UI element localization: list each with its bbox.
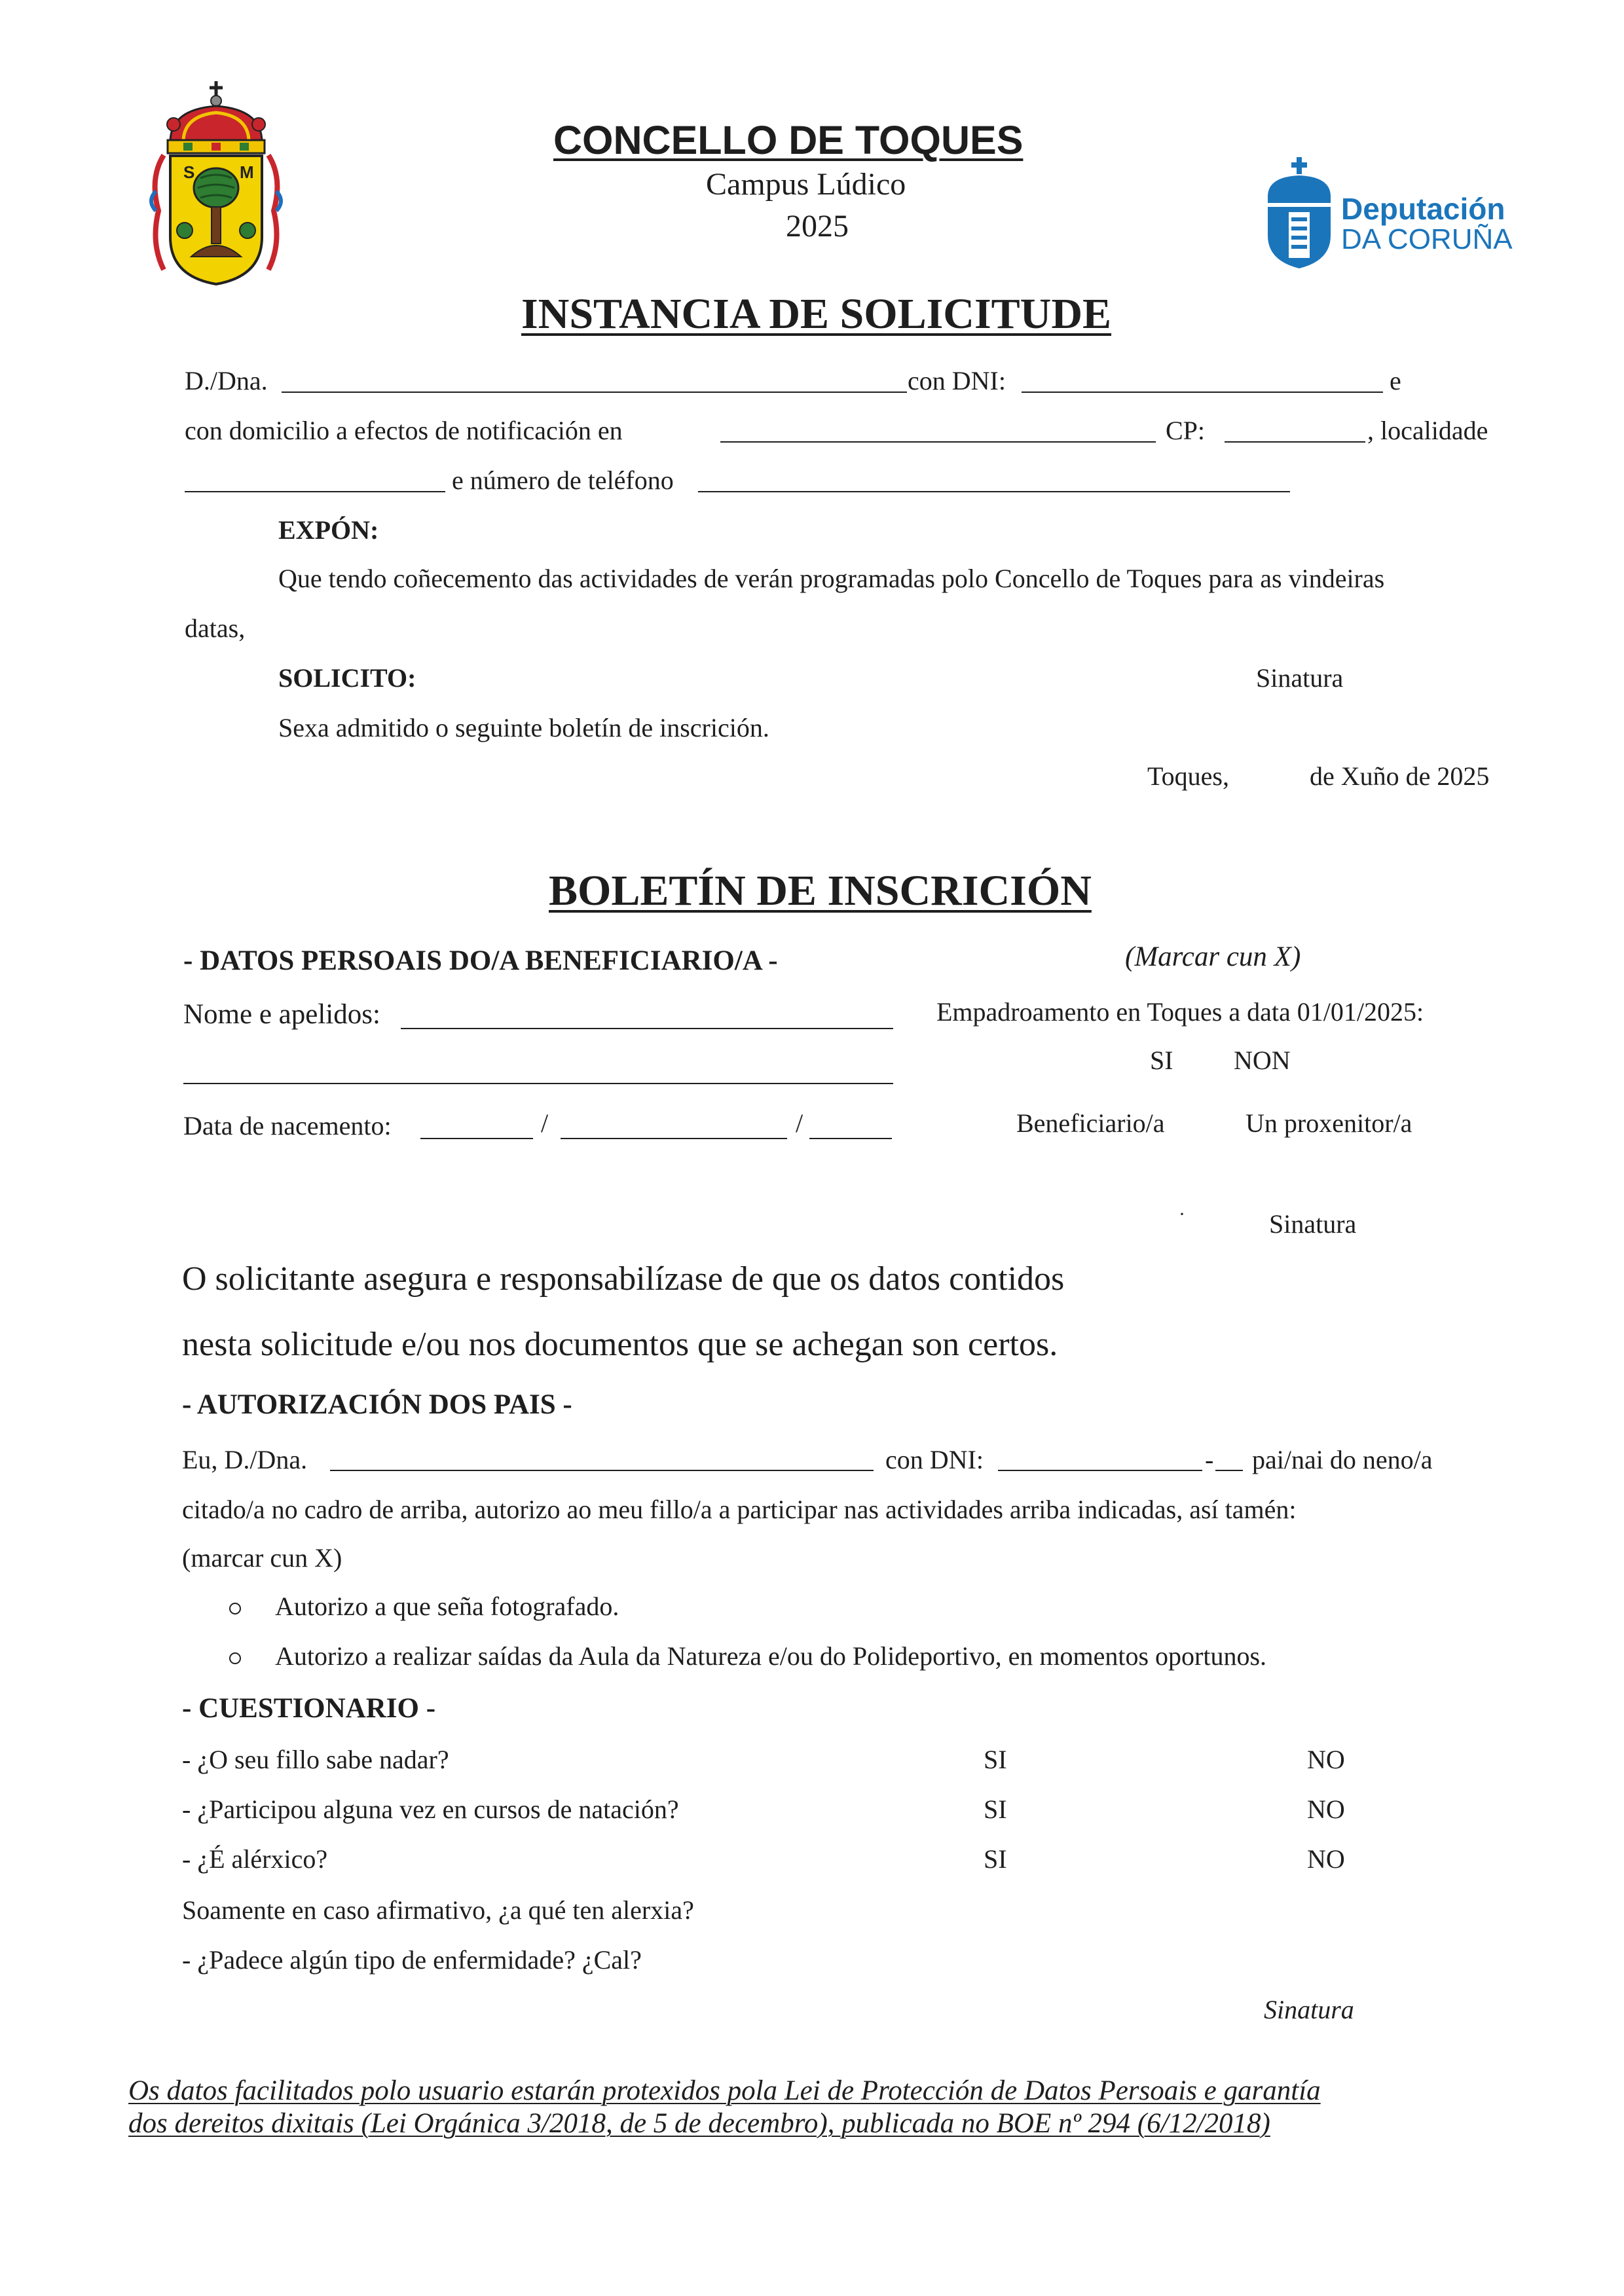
parent-option[interactable]: Un proxenitor/a bbox=[1246, 1108, 1412, 1138]
deputacion-shield-icon bbox=[1264, 157, 1335, 268]
census-no[interactable]: NON bbox=[1234, 1046, 1291, 1075]
signature-label-boletin: Sinatura bbox=[1269, 1209, 1357, 1239]
cuestionario-heading: - CUESTIONARIO - bbox=[182, 1693, 436, 1724]
question-swim-no[interactable]: NO bbox=[1307, 1745, 1345, 1774]
coat-of-arms-logo bbox=[144, 80, 288, 288]
question-courses-yes[interactable]: SI bbox=[984, 1795, 1007, 1824]
signature-label-cuestionario: Sinatura bbox=[1264, 1995, 1354, 2024]
instancia-title: INSTANCIA DE SOLICITUDE bbox=[521, 290, 1112, 338]
census-label: Empadroamento en Toques a data 01/01/2025: bbox=[936, 997, 1424, 1027]
question-swim: - ¿O seu fillo sabe nadar? bbox=[182, 1745, 449, 1774]
eu-dna-label: Eu, D./Dna. bbox=[182, 1445, 308, 1474]
question-swim-yes[interactable]: SI bbox=[984, 1745, 1007, 1774]
dni-letter-field[interactable] bbox=[1215, 1470, 1243, 1471]
photo-consent-label: Autorizo a que seña fotografado. bbox=[275, 1592, 619, 1621]
dna-label: D./Dna. bbox=[185, 366, 268, 395]
birth-date-separator: / bbox=[541, 1108, 549, 1138]
name-surname-label: Nome e apelidos: bbox=[183, 999, 380, 1030]
localidade-field[interactable] bbox=[185, 491, 445, 492]
council-title: CONCELLO DE TOQUES bbox=[553, 118, 1024, 162]
question-illness: - ¿Padece algún tipo de enfermidade? ¿Cal? bbox=[182, 1945, 642, 1975]
program-year: 2025 bbox=[786, 209, 849, 244]
solicito-text: Sexa admitido o seguinte boletín de inscrición. bbox=[278, 713, 769, 742]
deputacion-logo-text: Deputación bbox=[1341, 192, 1505, 226]
question-allergy-detail: Soamente en caso afirmativo, ¿a qué ten alerxia? bbox=[182, 1895, 694, 1925]
phone-label: e número de teléfono bbox=[452, 465, 674, 495]
conjunction-e: e bbox=[1390, 366, 1401, 395]
program-name: Campus Lúdico bbox=[706, 167, 906, 202]
date-label: de Xuño de 2025 bbox=[1310, 761, 1490, 791]
expon-text-continued: datas, bbox=[185, 613, 246, 643]
cp-field[interactable] bbox=[1225, 441, 1365, 443]
parent-role-label: pai/nai do neno/a bbox=[1252, 1445, 1433, 1474]
svg-text:S: S bbox=[183, 162, 195, 182]
domicile-field[interactable] bbox=[720, 441, 1156, 443]
parent-name-field[interactable] bbox=[330, 1470, 874, 1471]
birth-month-field[interactable] bbox=[561, 1138, 787, 1139]
domicile-label: con domicilio a efectos de notificación en bbox=[185, 416, 623, 445]
autorizacion-text: citado/a no cadro de arriba, autorizo ao meu fillo/a a participar nas actividades arriba indicadas, así tamén: bbox=[182, 1495, 1297, 1524]
place-label: Toques, bbox=[1147, 761, 1229, 791]
parent-dni-field[interactable] bbox=[998, 1470, 1202, 1471]
mark-instruction: (marcar cun X) bbox=[182, 1543, 342, 1573]
dni-label: con DNI: bbox=[908, 366, 1006, 395]
birth-date-separator-2: / bbox=[796, 1108, 803, 1138]
data-protection-notice-line-2: dos dereitos dixitais (Lei Orgánica 3/2018, de 5 de decembro), publicada no BOE nº 294 (6/12/2018) bbox=[128, 2108, 1270, 2139]
declaration-line-1: O solicitante asegura e responsabilízase de que os datos contidos bbox=[182, 1260, 1065, 1298]
photo-consent-checkbox[interactable] bbox=[229, 1603, 241, 1614]
data-protection-notice-line-1: Os datos facilitados polo usuario estarán protexidos pola Lei de Protección de Datos Persoais e garantía bbox=[128, 2075, 1321, 2106]
outings-consent-checkbox[interactable] bbox=[229, 1652, 241, 1664]
autorizacion-heading: - AUTORIZACIÓN DOS PAIS - bbox=[182, 1389, 572, 1420]
phone-field[interactable] bbox=[698, 491, 1290, 492]
name-surname-field[interactable] bbox=[401, 1028, 893, 1029]
name-field[interactable] bbox=[282, 392, 907, 393]
census-yes[interactable]: SI bbox=[1150, 1046, 1173, 1075]
parent-dni-label: con DNI: bbox=[885, 1445, 984, 1474]
question-allergic: - ¿É alérxico? bbox=[182, 1844, 328, 1874]
boletin-title: BOLETÍN DE INSCRICIÓN bbox=[549, 867, 1092, 915]
birth-day-field[interactable] bbox=[420, 1138, 533, 1139]
stray-dot: · bbox=[1179, 1203, 1185, 1225]
localidade-label: , localidade bbox=[1367, 416, 1488, 445]
deputacion-logo-subtext: DA CORUÑA bbox=[1341, 223, 1513, 255]
birth-year-field[interactable] bbox=[809, 1138, 892, 1139]
signature-label-instancia: Sinatura bbox=[1256, 663, 1344, 693]
mark-note: (Marcar cun X) bbox=[1125, 941, 1301, 972]
expon-heading: EXPÓN: bbox=[278, 515, 379, 545]
cp-label: CP: bbox=[1166, 416, 1206, 445]
birth-date-label: Data de nacemento: bbox=[183, 1111, 392, 1140]
name-surname-field-line-2[interactable] bbox=[183, 1083, 893, 1084]
solicito-heading: SOLICITO: bbox=[278, 663, 416, 693]
expon-text: Que tendo coñecemento das actividades de verán programadas polo Concello de Toques para as vindeiras bbox=[278, 564, 1385, 593]
dni-field[interactable] bbox=[1022, 392, 1383, 393]
svg-text:M: M bbox=[240, 162, 254, 182]
question-allergic-no[interactable]: NO bbox=[1307, 1844, 1345, 1874]
dni-dash: - bbox=[1205, 1445, 1214, 1474]
beneficiary-option[interactable]: Beneficiario/a bbox=[1016, 1108, 1165, 1138]
question-courses-no[interactable]: NO bbox=[1307, 1795, 1345, 1824]
question-allergic-yes[interactable]: SI bbox=[984, 1844, 1007, 1874]
datos-persoais-heading: - DATOS PERSOAIS DO/A BENEFICIARIO/A - bbox=[183, 945, 778, 976]
question-courses: - ¿Participou alguna vez en cursos de natación? bbox=[182, 1795, 679, 1824]
declaration-line-2: nesta solicitude e/ou nos documentos que se achegan son certos. bbox=[182, 1326, 1058, 1363]
outings-consent-label: Autorizo a realizar saídas da Aula da Natureza e/ou do Polideportivo, en momentos oportunos. bbox=[275, 1641, 1267, 1671]
